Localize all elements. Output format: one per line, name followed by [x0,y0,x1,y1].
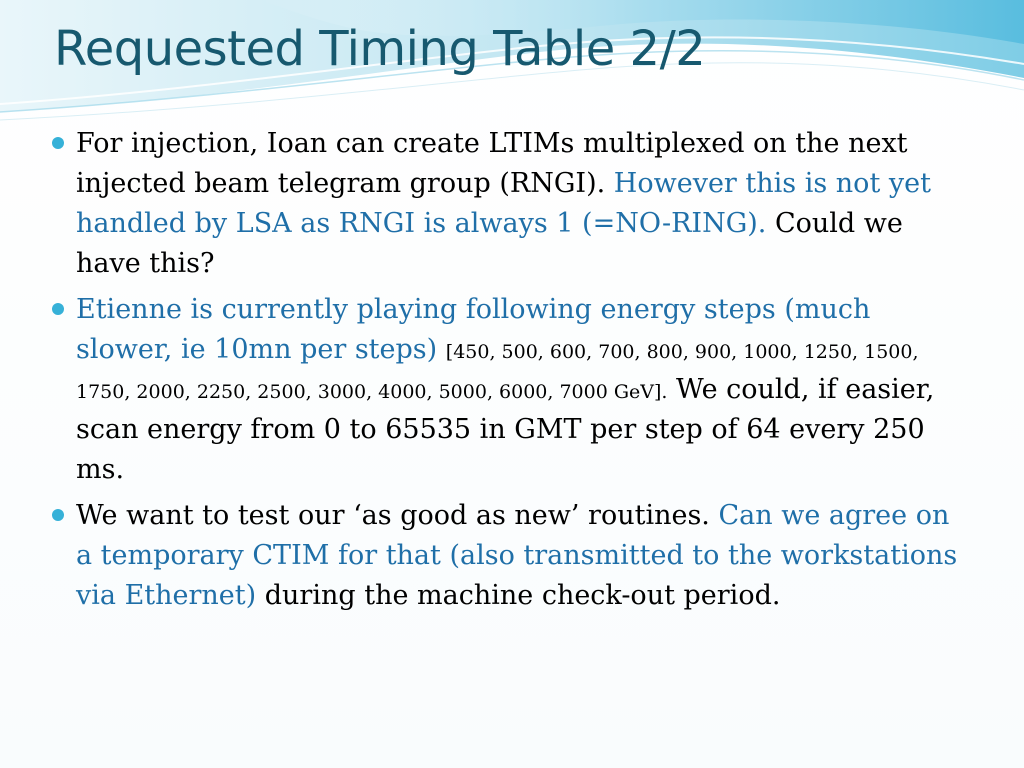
bullet-text: Could we have this? [76,208,903,279]
bullet-item [48,496,968,616]
bullet-text: We could, if easier, scan energy from 0 to 65535 in GMT per step of 64 every 250 ms. [76,374,935,485]
bullet-item [48,290,968,490]
bullet-text: For injection, Ioan can create LTIMs multiplexed on the next injected beam telegram group (RNGI). [76,128,908,199]
bullet-item [48,124,968,284]
bullet-list [48,124,968,622]
bullet-text: We want to test our ‘as good as new’ routines. [76,500,710,531]
energy-steps-list: [450, 500, 600, 700, 800, 900, 1000, 1250, 1500, 1750, 2000, 2250, 2500, 3000, 4000, 5000, 6000, 7000 GeV]. [76,341,919,403]
bullet-dot-icon [52,303,64,315]
slide-title: Requested Timing Table 2/2 [54,21,706,77]
bullet-text: during the machine check-out period. [264,580,781,611]
bullet-highlight-text: Etienne is currently playing following energy steps (much slower, ie 10mn per steps) [76,294,871,365]
bullet-dot-icon [52,137,64,149]
bullet-highlight-text: However this is not yet handled by LSA as RNGI is always 1 (=NO-RING). [76,168,931,239]
bullet-dot-icon [52,509,64,521]
bullet-highlight-text: Can we agree on a temporary CTIM for that (also transmitted to the workstations via Ethernet) [76,500,958,611]
